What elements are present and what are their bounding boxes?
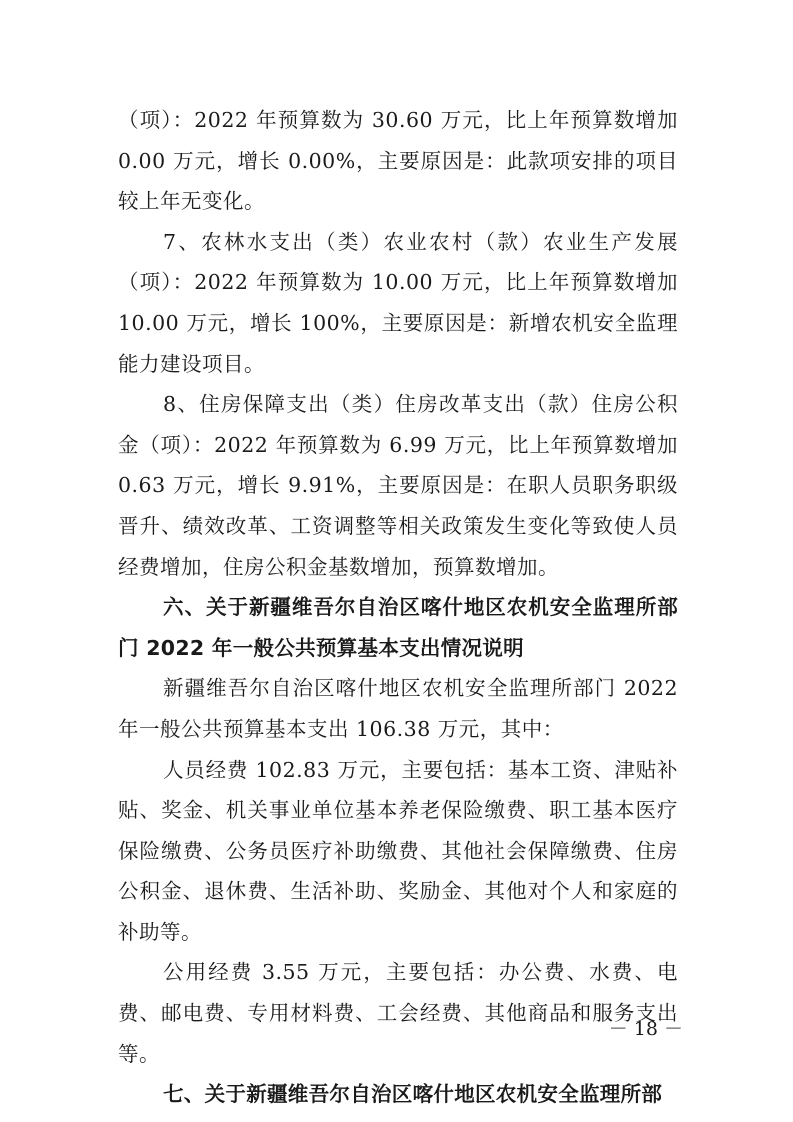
section-heading-6: 六、关于新疆维吾尔自治区喀什地区农机安全监理所部门 2022 年一般公共预算基本支出情况说明 [118,595,678,660]
page-number-footer [0,1014,793,1041]
paragraph-item-8: 8、住房保障支出（类）住房改革支出（款）住房公积金（项）：2022 年预算数为 6.99 万元，比上年预算数增加 0.63 万元，增长 9.91%，主要原因是：在职人员职务职级晋升、绩效改革、工资调整等相关政策发生变化等致使人员经费增加，住房公积金基数增加，预算数增加。 [118,392,678,579]
paragraph-continuation-item-6: （项）：2022 年预算数为 30.60 万元，比上年预算数增加 0.00 万元，增长 0.00%，主要原因是：此款项安排的项目较上年无变化。 [118,108,678,214]
page-number: － 18 － [608,1018,683,1040]
paragraph-public-expenses: 公用经费 3.55 万元，主要包括：办公费、水费、电费、邮电费、专用材料费、工会经费、其他商品和服务支出等。 [118,960,678,1066]
paragraph-basic-expenditure-total: 新疆维吾尔自治区喀什地区农机安全监理所部门 2022 年一般公共预算基本支出 106.38 万元，其中： [118,676,678,741]
section-heading-7: 七、关于新疆维吾尔自治区喀什地区农机安全监理所部 [163,1082,663,1107]
page-body [118,100,678,1115]
paragraph-personnel-expenses: 人员经费 102.83 万元，主要包括：基本工资、津贴补贴、奖金、机关事业单位基本养老保险缴费、职工基本医疗保险缴费、公务员医疗补助缴费、其他社会保障缴费、住房公积金、退休费、生活补助、奖励金、其他对个人和家庭的补助等。 [118,757,678,944]
paragraph-item-7: 7、农林水支出（类）农业农村（款）农业生产发展（项）：2022 年预算数为 10.00 万元，比上年预算数增加 10.00 万元，增长 100%，主要原因是：新增农机安全监理能力建设项目。 [118,229,678,376]
